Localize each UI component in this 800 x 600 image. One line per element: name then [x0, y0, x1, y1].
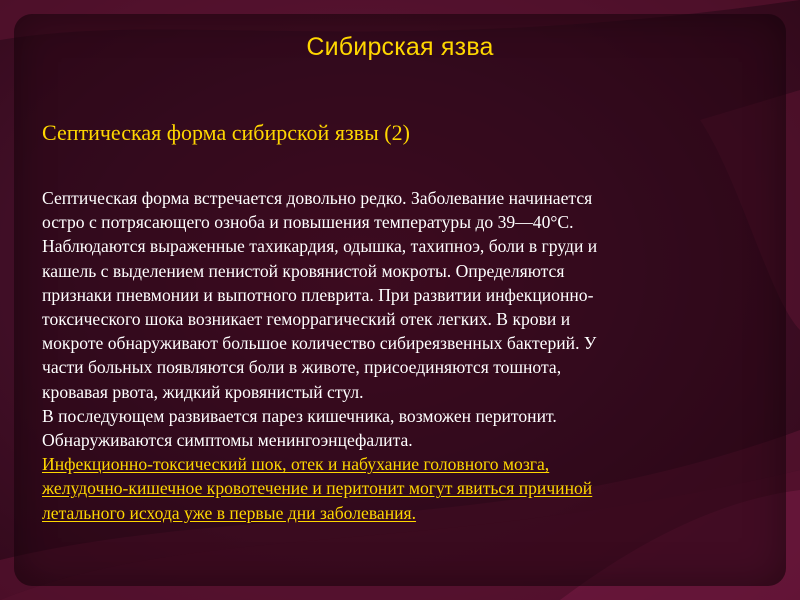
- section-heading: Септическая форма сибирской язвы (2): [42, 120, 410, 145]
- body-line: признаки пневмонии и выпотного плеврита. При развитии инфекционно-: [42, 284, 594, 305]
- highlight-line: летального исхода уже в первые дни заболевания.: [42, 502, 417, 523]
- body-line: В последующем развивается парез кишечника, возможен перитонит.: [42, 405, 557, 426]
- body-line: части больных появляются боли в животе, присоединяются тошнота,: [42, 357, 562, 378]
- body-line: Септическая форма встречается довольно редко. Заболевание начинается: [42, 188, 593, 208]
- body-line: мокроте обнаруживают большое количество сибиреязвенных бактерий. У: [42, 333, 597, 354]
- body-line: остро с потрясающего озноба и повышения температуры до 39—40°С.: [42, 212, 574, 233]
- body-line: Обнаруживаются симптомы менингоэнцефалита.: [42, 430, 413, 451]
- body-line: кровавая рвота, жидкий кровянистый стул.: [42, 381, 364, 402]
- body-line: Наблюдаются выраженные тахикардия, одышка, тахипноэ, боли в груди и: [42, 236, 598, 257]
- highlight-line: желудочно-кишечное кровотечение и перитонит могут явиться причиной: [42, 478, 593, 499]
- body-line: токсического шока возникает геморрагический отек легких. В крови и: [42, 309, 571, 330]
- slide-title: Сибирская язва: [306, 33, 494, 61]
- body-line: кашель с выделением пенистой кровянистой мокроты. Определяются: [42, 260, 565, 281]
- highlight-line: Инфекционно-токсический шок, отек и набухание головного мозга,: [42, 454, 550, 475]
- body-text: [42, 186, 762, 525]
